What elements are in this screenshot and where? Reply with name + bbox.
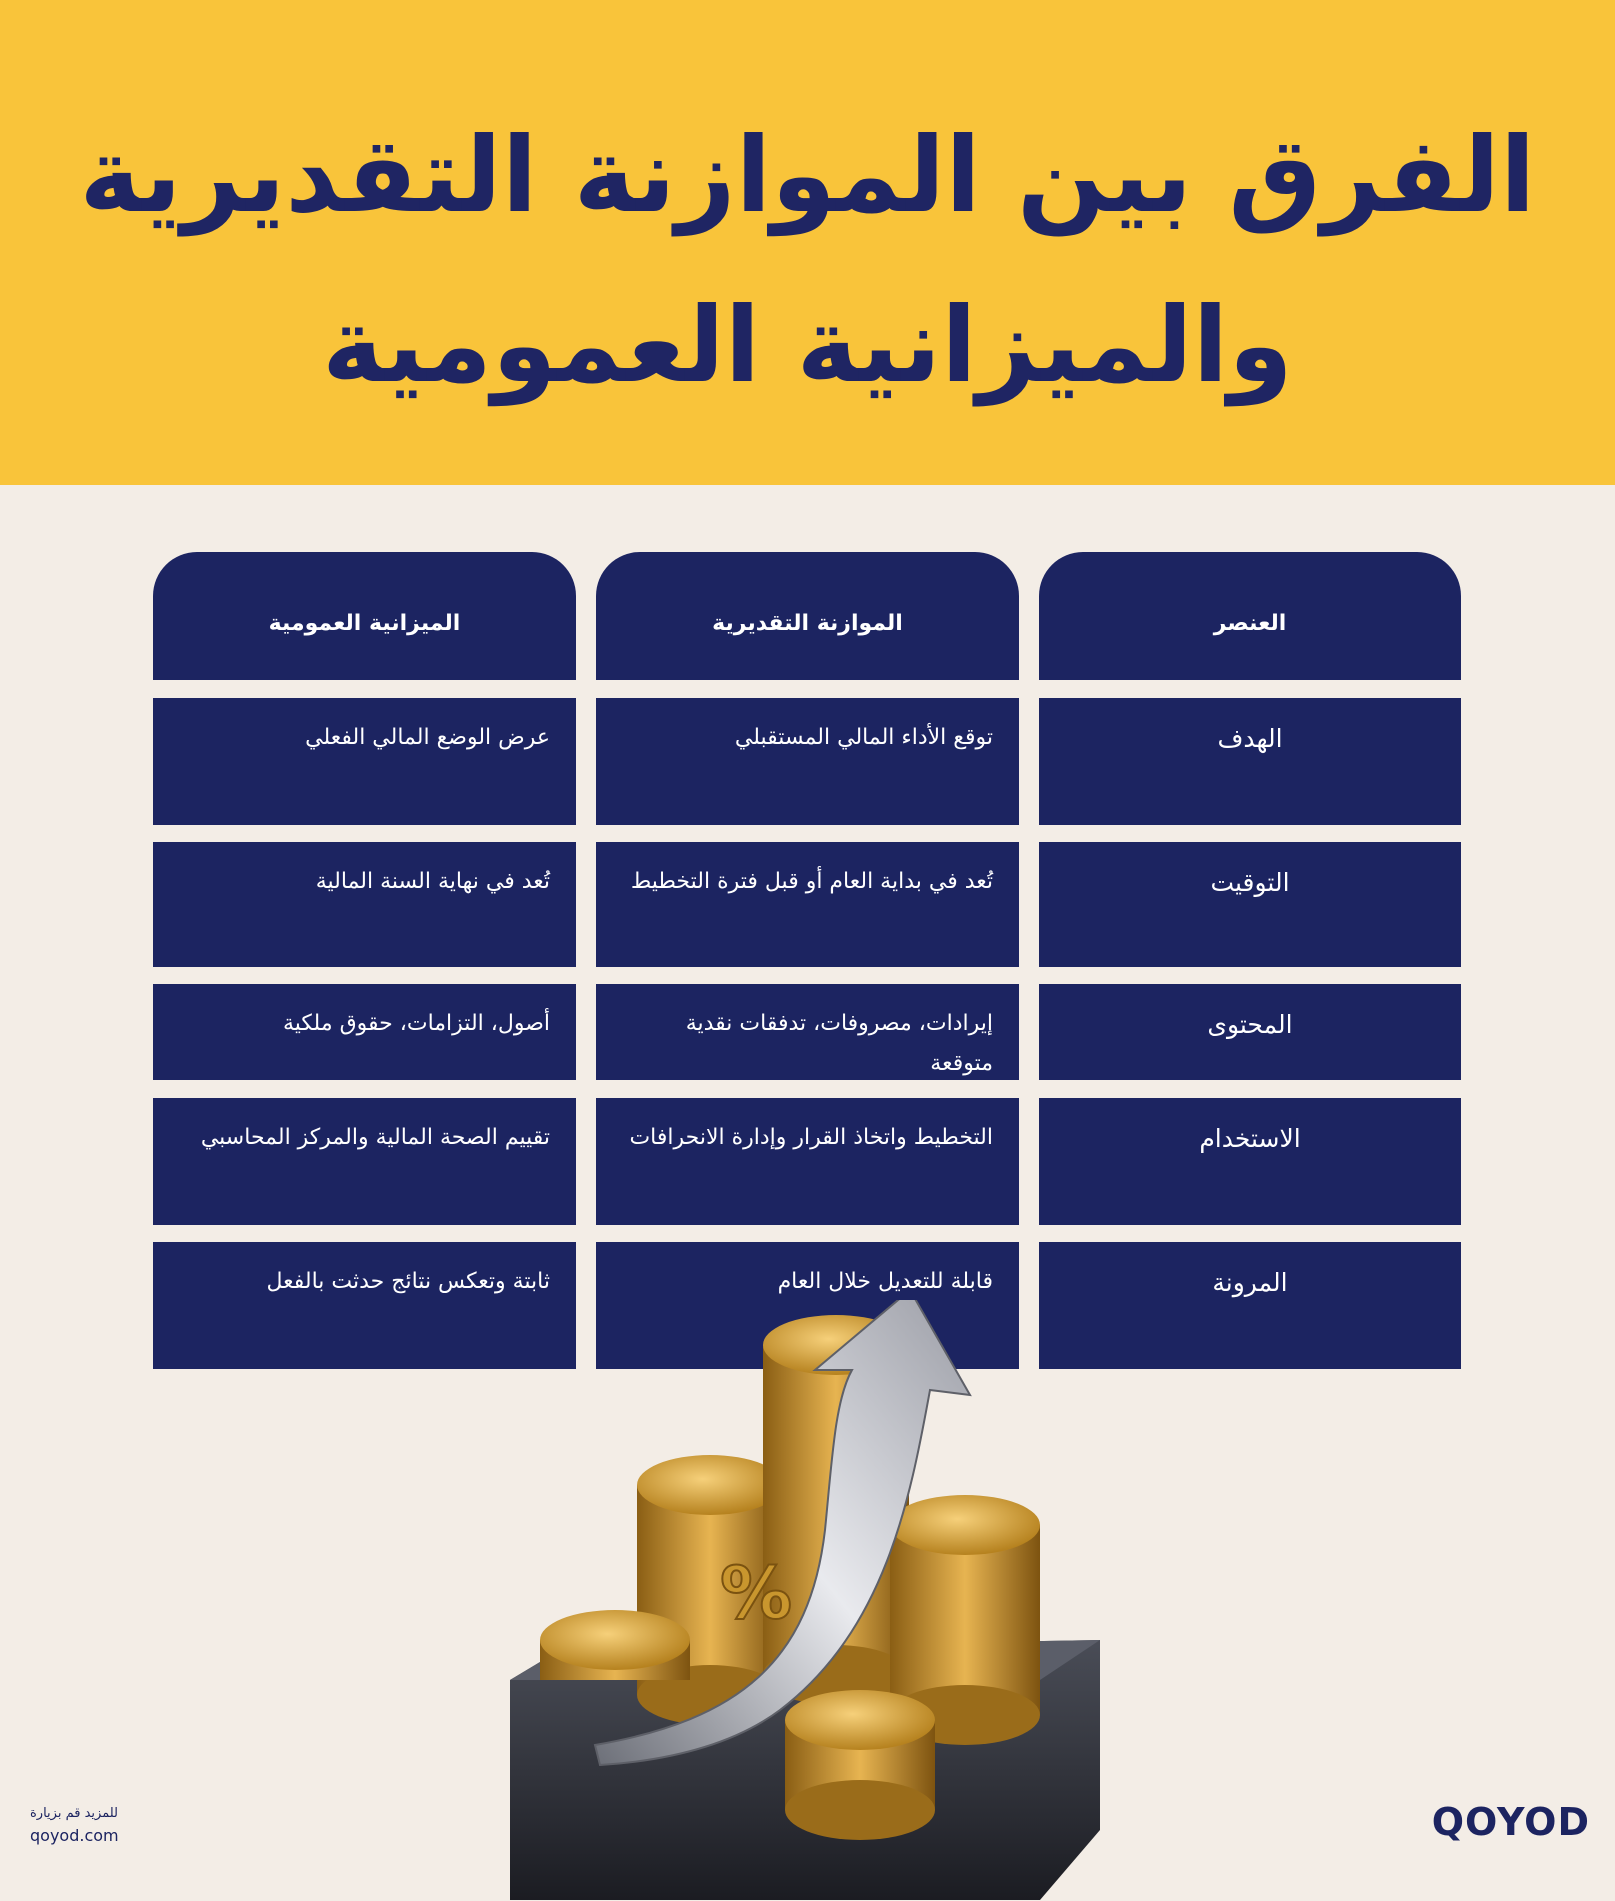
- column-header-estimated-budget: الموازنة التقديرية: [596, 552, 1019, 680]
- row-element-cell: [1039, 984, 1461, 1080]
- table-cell: تُعد في بداية العام أو قبل فترة التخطيط: [596, 842, 1019, 967]
- footer-website-link[interactable]: qoyod.com: [30, 1826, 119, 1845]
- coins-growth-arrow-icon: [480, 1300, 1140, 1900]
- table-cell: أصول، التزامات، حقوق ملكية: [153, 984, 576, 1080]
- table-cell: إيرادات، مصروفات، تدفقات نقدية متوقعة: [596, 984, 1019, 1080]
- row-element-cell: [1039, 698, 1461, 825]
- table-cell: توقع الأداء المالي المستقبلي: [596, 698, 1019, 825]
- table-cell: ثابتة وتعكس نتائج حدثت بالفعل: [153, 1242, 576, 1369]
- footer-more-text: للمزيد قم بزيارة: [30, 1806, 118, 1821]
- row-element-cell: [1039, 842, 1461, 967]
- table-cell: تُعد في نهاية السنة المالية: [153, 842, 576, 967]
- row-element-label: التوقيت: [1210, 868, 1290, 897]
- row-element-label: المرونة: [1212, 1268, 1288, 1297]
- table-cell: التخطيط واتخاذ القرار وإدارة الانحرافات: [596, 1098, 1019, 1225]
- table-cell: تقييم الصحة المالية والمركز المحاسبي: [153, 1098, 576, 1225]
- page-title: الفرق بين الموازنة التقديرية والميزانية العمومية: [79, 114, 1536, 406]
- row-element-label: الهدف: [1217, 724, 1283, 753]
- row-element-cell: [1039, 1098, 1461, 1225]
- table-cell: قابلة للتعديل خلال العام: [596, 1242, 1019, 1369]
- qoyod-logo: QOYOD: [1431, 1800, 1590, 1844]
- row-element-label: الاستخدام: [1199, 1124, 1301, 1153]
- column-header-balance-sheet: الميزانية العمومية: [153, 552, 576, 680]
- percent-symbol: %: [720, 1551, 793, 1635]
- row-element-label: المحتوى: [1207, 1010, 1293, 1039]
- table-cell: عرض الوضع المالي الفعلي: [153, 698, 576, 825]
- column-header-element: العنصر: [1039, 552, 1461, 680]
